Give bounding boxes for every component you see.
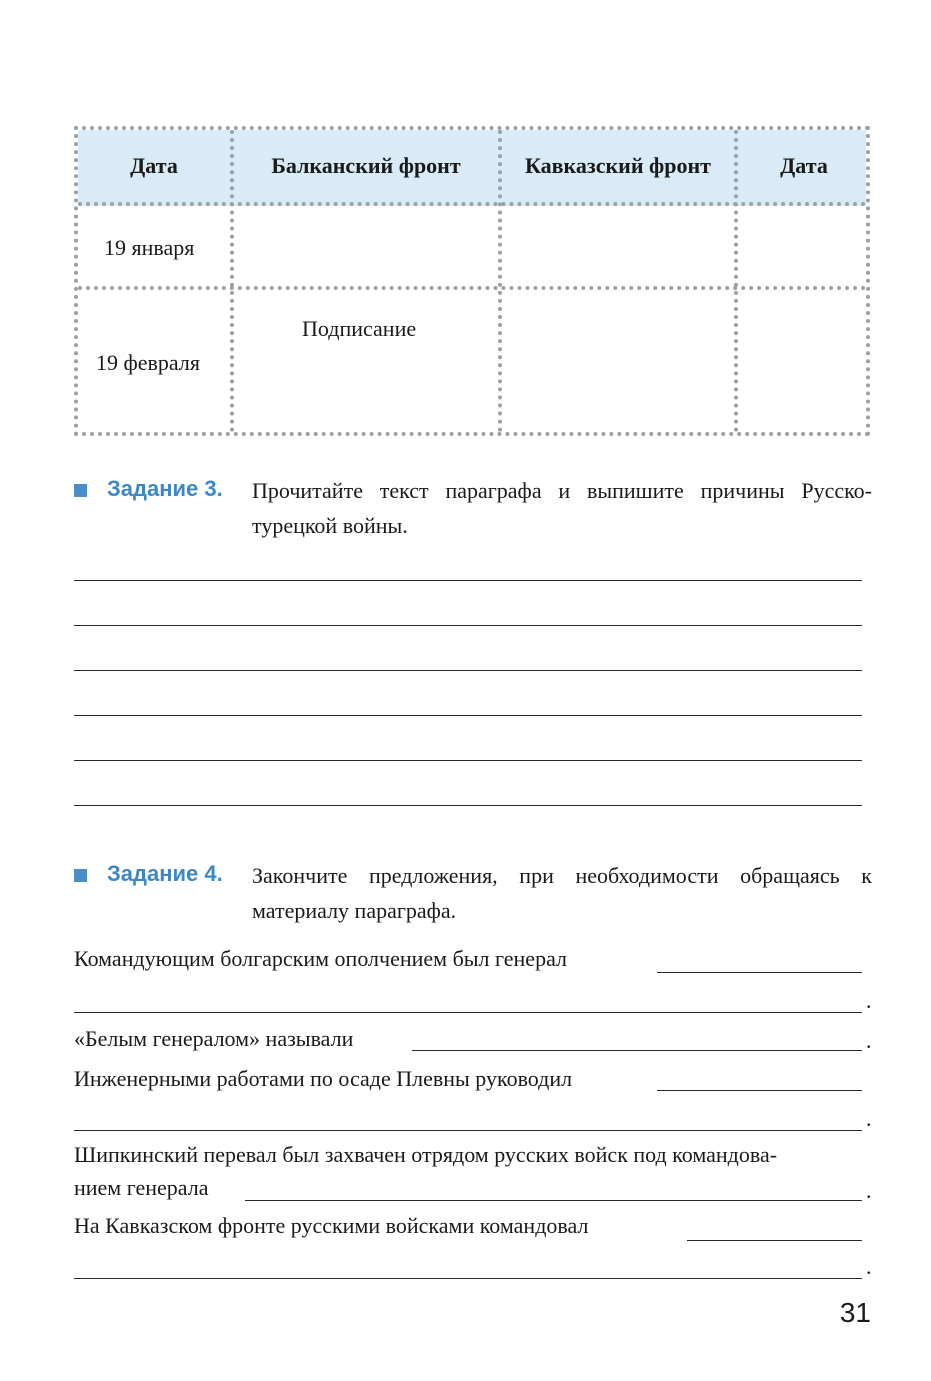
answer-line[interactable] xyxy=(657,972,862,973)
task-4-text-line1: Закончите предложения, при необходимости обращаясь к xyxy=(252,863,872,888)
answer-line[interactable] xyxy=(74,760,862,761)
cell-signing: Подписание xyxy=(302,316,417,341)
sentence-shipka-pass-line2: нием генерала xyxy=(74,1175,209,1200)
period-mark: . xyxy=(866,1028,872,1053)
header-caucasus-front: Кавказский фронт xyxy=(525,153,711,178)
task-3-text-line2: турецкой войны. xyxy=(252,513,408,538)
task-bullet-icon xyxy=(74,869,87,882)
task-3 xyxy=(74,476,874,546)
answer-line[interactable] xyxy=(74,580,862,581)
sentence-shipka-pass-line1: Шипкинский перевал был захвачен отрядом русских войск под командова- xyxy=(74,1142,778,1167)
task-bullet-icon xyxy=(74,484,87,497)
page-number: 31 xyxy=(839,1297,871,1328)
header-date-right: Дата xyxy=(780,153,828,178)
sentence-bulgarian-militia: Командующим болгарским ополчением был генерал xyxy=(74,946,568,971)
answer-line[interactable] xyxy=(74,805,862,806)
task-4-label: Задание 4. xyxy=(107,861,223,886)
task-4-text xyxy=(252,858,872,928)
cell-date-february: 19 февраля xyxy=(96,350,200,375)
answer-line[interactable] xyxy=(74,1012,862,1013)
answer-line[interactable] xyxy=(74,1130,862,1131)
header-date-left: Дата xyxy=(130,153,178,178)
row-divider xyxy=(78,286,866,290)
task-3-label: Задание 3. xyxy=(107,476,223,501)
task-4-text-line2: материалу параграфа. xyxy=(252,898,457,923)
task-4 xyxy=(74,861,874,931)
period-mark: . xyxy=(866,1106,872,1131)
sentence-white-general: «Белым генералом» называли xyxy=(74,1026,354,1051)
answer-line[interactable] xyxy=(74,715,862,716)
answer-line[interactable] xyxy=(74,670,862,671)
task-3-text xyxy=(252,473,872,543)
period-mark: . xyxy=(866,1178,872,1203)
sentence-caucasus-command: На Кавказском фронте русскими войсками командовал xyxy=(74,1213,589,1238)
sentence-plevna-engineering: Инженерными работами по осаде Плевны руководил xyxy=(74,1066,573,1091)
task-3-text-line1: Прочитайте текст параграфа и выпишите причины Русско- xyxy=(252,478,872,503)
answer-line[interactable] xyxy=(245,1200,862,1201)
period-mark: . xyxy=(866,1254,872,1279)
cell-date-january: 19 января xyxy=(104,235,195,260)
header-balkan-front: Балканский фронт xyxy=(271,153,461,178)
answer-line[interactable] xyxy=(687,1240,862,1241)
answer-line[interactable] xyxy=(74,625,862,626)
answer-line[interactable] xyxy=(74,1278,862,1279)
events-table xyxy=(74,126,870,436)
period-mark: . xyxy=(866,988,872,1013)
answer-line[interactable] xyxy=(657,1090,862,1091)
answer-line[interactable] xyxy=(412,1050,862,1051)
